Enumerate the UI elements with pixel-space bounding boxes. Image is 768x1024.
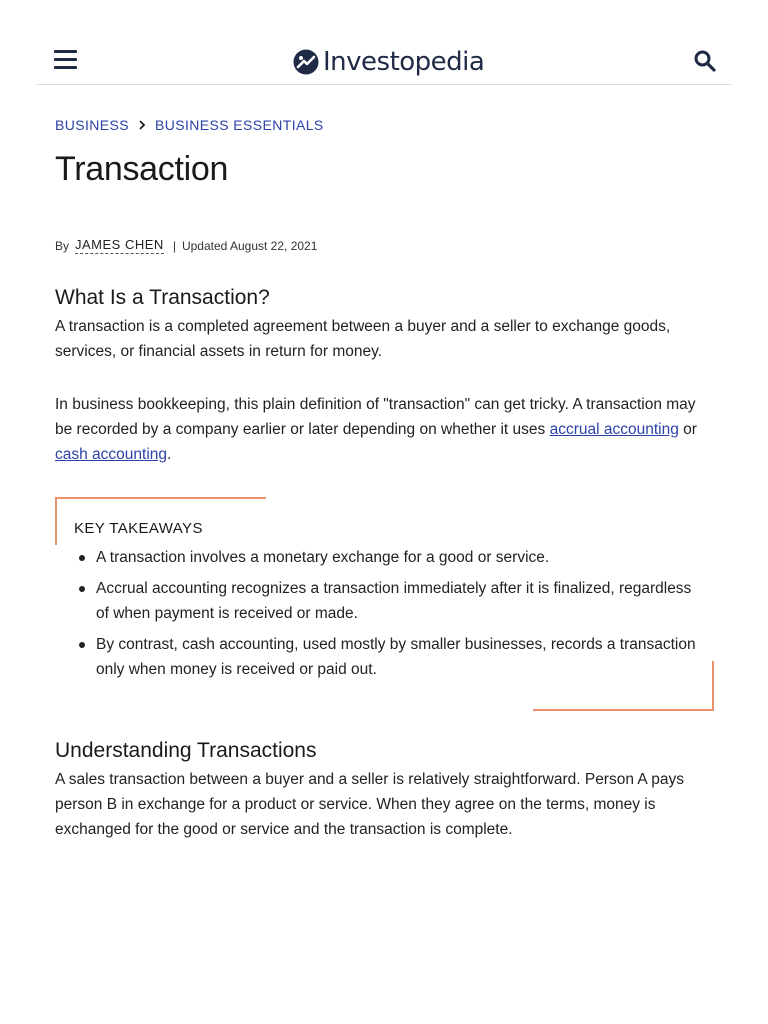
site-header [36,36,732,85]
cash-accounting-link[interactable]: cash accounting [55,446,168,463]
accrual-accounting-link[interactable]: accrual accounting [549,421,679,438]
byline [55,237,317,254]
takeaway-text: Accrual accounting recognizes a transaction immediately after it is finalized, regardless of when payment is received or made. [96,580,692,622]
author-link[interactable]: JAMES CHEN [75,237,164,252]
para2-text-middle: or [678,421,697,438]
key-takeaways-list [74,545,704,688]
section2-paragraph-1: A sales transaction between a buyer and a seller is relatively straightforward. Person A pays person B in exchange for a product or service. When they agree on the terms, money is exchanged for the good or service and the transaction is complete. [55,771,684,838]
takeaway-text: By contrast, cash accounting, used mostly by smaller businesses, records a transaction only when money is received or paid out. [96,636,696,678]
section-heading-what-is: What Is a Transaction? [55,286,270,309]
list-item [74,632,704,682]
investopedia-logo-icon [293,49,319,75]
byline-by-label: By [55,238,70,253]
takeaways-border-right [712,661,714,711]
section1-paragraph-2 [55,392,715,467]
takeaway-text: A transaction involves a monetary exchange for a good or service. [96,549,550,566]
takeaways-border-bottom [533,709,714,711]
para2-text-before: In business bookkeeping, this plain definition of "transaction" can get tricky. A transaction may be recorded by a company earlier or later depending on whether it uses [55,396,696,438]
investopedia-logo[interactable] [293,46,484,78]
chevron-right-icon [137,120,147,130]
byline-separator: | [172,238,176,253]
list-item [74,545,704,570]
bullet-icon [79,642,85,648]
hamburger-menu-icon[interactable] [54,50,78,70]
breadcrumb-business-essentials[interactable]: BUSINESS ESSENTIALS [155,117,324,133]
page-title: Transaction [55,150,229,188]
logo-wordmark: Investopedia [323,47,485,77]
breadcrumb-business[interactable]: BUSINESS [55,117,129,133]
search-icon[interactable] [693,49,717,73]
para2-text-after: . [167,446,172,463]
updated-date: Updated August 22, 2021 [181,238,318,253]
section-heading-understanding: Understanding Transactions [55,739,317,762]
bullet-icon [79,586,85,592]
list-item [74,576,704,626]
takeaways-border-top [55,497,266,499]
takeaways-border-left [55,497,57,545]
breadcrumb [55,115,324,135]
key-takeaways-title: KEY TAKEAWAYS [74,520,203,537]
bullet-icon [79,555,85,561]
section1-paragraph-1: A transaction is a completed agreement between a buyer and a seller to exchange goods, services, or financial assets in return for money. [55,318,671,360]
